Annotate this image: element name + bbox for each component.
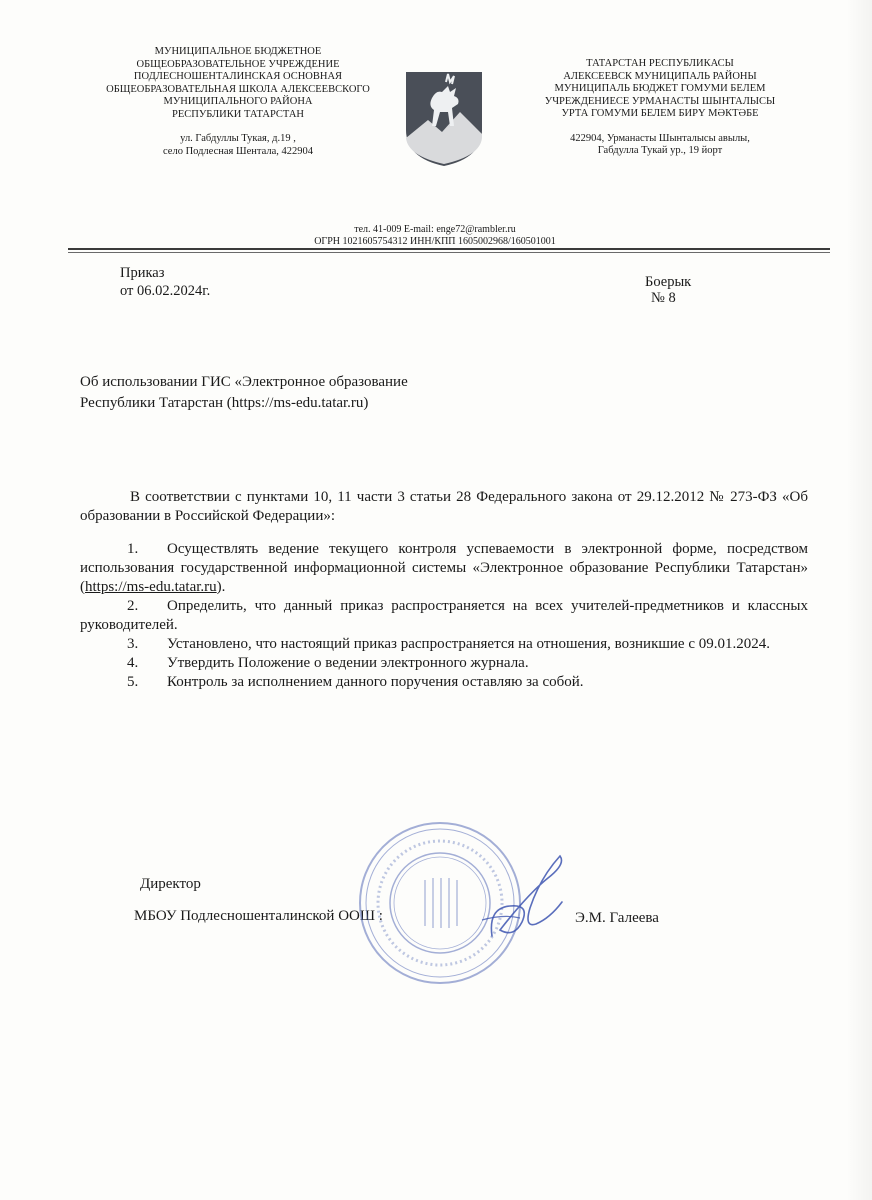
header-tt-line: УЧРЕЖДЕНИЕСЕ УРМАНАСТЫ ШЫНТАЛЫСЫ [544, 95, 776, 107]
order-label: Приказ [120, 265, 165, 281]
list-item-text-end: ). [216, 579, 226, 595]
order-date: от 06.02.2024г. [120, 283, 211, 299]
header-ru-line: ПОДЛЕСНОШЕНТАЛИНСКАЯ ОСНОВНАЯ [133, 71, 343, 82]
list-item-number: 1. [127, 541, 139, 557]
contacts-phone-email: тел. 41-009 E-mail: enge72@rambler.ru [354, 224, 516, 235]
list-item [80, 597, 808, 635]
ms-edu-link[interactable]: https://ms-edu.tatar.ru [85, 579, 217, 595]
list-item-number: 2. [127, 598, 139, 614]
contacts-registration: ОГРН 1021605754312 ИНН/КПП 1605002968/160501001 [314, 236, 556, 247]
list-item [80, 654, 808, 673]
body-intro: В соответствии с пунктами 10, 11 части 3 статьи 28 Федерального закона от 29.12.2012 № 273-ФЗ «Об образовании в Российской Федерации»: [80, 489, 808, 524]
subject-line: Об использовании ГИС «Электронное образование [80, 374, 408, 390]
order-subject [80, 372, 500, 414]
list-item-number: 4. [127, 655, 139, 671]
order-meta-right [645, 274, 691, 306]
handwritten-signature-icon [470, 848, 580, 958]
scan-edge [846, 0, 872, 1200]
header-tt-address-line: 422904, Урманасты Шынталысы авылы, [570, 132, 750, 144]
order-number: № 8 [651, 290, 676, 306]
header-ru-address [88, 133, 388, 158]
header-russian [88, 46, 388, 158]
header-ru-line: МУНИЦИПАЛЬНОЕ БЮДЖЕТНОЕ [154, 46, 322, 57]
list-item-text: Контроль за исполнением данного поручения оставляю за собой. [167, 674, 584, 690]
header-tatar [510, 58, 810, 158]
header-tt-address-line: Габдулла Тукай ур., 19 йорт [597, 145, 723, 156]
header-divider [68, 248, 830, 250]
header-tt-address [510, 133, 810, 158]
list-item-number: 5. [127, 674, 139, 690]
list-item-text: Утвердить Положение о ведении электронного журнала. [167, 655, 529, 671]
list-item-text: Установлено, что настоящий приказ распространяется на отношения, возникшие с 09.01.2024. [167, 636, 770, 652]
order-label-tatar: Боерык [645, 274, 692, 290]
header-ru-address-line: село Подлесная Шентала, 422904 [163, 145, 313, 157]
list-item [80, 635, 808, 654]
order-body [80, 488, 808, 692]
header-ru-line: ОБЩЕОБРАЗОВАТЕЛЬНАЯ ШКОЛА АЛЕКСЕЕВСКОГО [106, 83, 370, 95]
signer-organization: МБОУ Подлесношенталинской ООШ : [134, 908, 383, 924]
contacts-block [200, 224, 670, 248]
list-item-text: Осуществлять ведение текущего контроля успеваемости в электронной форме, посредством использования государственной информационной системы «Электронное образование Республики Татарстан» ( [80, 541, 808, 595]
header-tt-line: ТАТАРСТАН РЕСПУБЛИКАСЫ [586, 58, 734, 69]
header-tt-line: УРТА ГОМУМИ БЕЛЕМ БИРҮ МӘКТӘБЕ [561, 108, 759, 119]
list-item [80, 673, 808, 692]
order-meta-left [120, 264, 210, 300]
list-item-number: 3. [127, 636, 139, 652]
header-ru-line: РЕСПУБЛИКИ ТАТАРСТАН [171, 108, 304, 120]
header-ru-line: ОБЩЕОБРАЗОВАТЕЛЬНОЕ УЧРЕЖДЕНИЕ [136, 58, 340, 70]
list-item [80, 540, 808, 597]
subject-line: Республики Татарстан (https://ms-edu.tatar.ru) [80, 395, 369, 411]
header-tt-line: МУНИЦИПАЛЬ БЮДЖЕТ ГОМУМИ БЕЛЕМ [554, 83, 766, 94]
header-ru-address-line: ул. Габдуллы Тукая, д.19 , [180, 133, 296, 144]
coat-of-arms-icon [402, 68, 486, 168]
signer-title: Директор [140, 876, 201, 892]
header-divider-thin [68, 252, 830, 253]
header-ru-line: МУНИЦИПАЛЬНОГО РАЙОНА [163, 96, 313, 107]
list-item-text: Определить, что данный приказ распространяется на всех учителей-предметников и классных руководителей. [80, 598, 808, 633]
header-tt-line: АЛЕКСЕЕВСК МУНИЦИПАЛЬ РАЙОНЫ [563, 70, 757, 82]
signer-name: Э.М. Галеева [575, 910, 659, 926]
